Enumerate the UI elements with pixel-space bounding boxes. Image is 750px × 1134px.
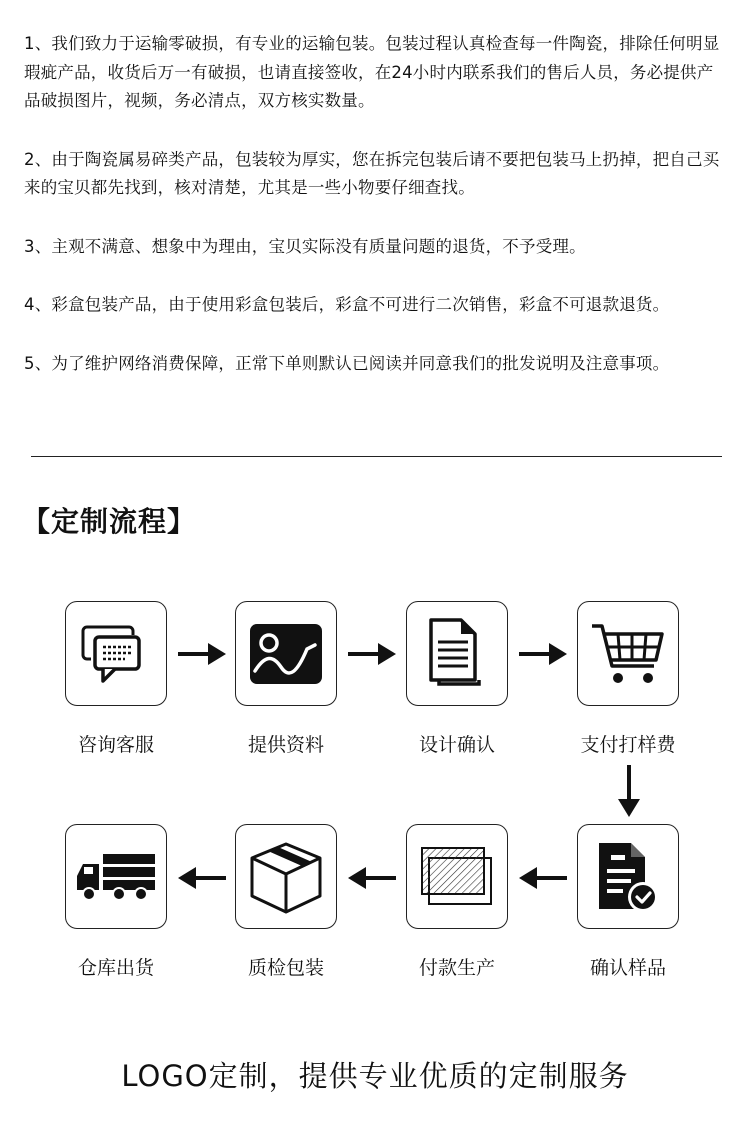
arrow-left-icon: [178, 864, 226, 892]
process-title: 【定制流程】: [22, 505, 197, 538]
step-materials-label: 提供资料: [247, 734, 324, 756]
step-materials-box: [235, 601, 337, 706]
step-shipping-box: [65, 824, 167, 929]
step-production: [402, 824, 512, 980]
step-confirm-sample-box: [577, 824, 679, 929]
step-inspection-label: 质检包装: [247, 957, 324, 979]
step-inspection: [231, 824, 341, 980]
arrow-right-icon: [178, 640, 226, 668]
step-inspection-box: [235, 824, 337, 929]
note-3: 3、主观不满意、想象中为理由，宝贝实际没有质量问题的退货，不予受理。: [24, 236, 586, 256]
step-production-box: [406, 824, 508, 929]
arrow-right-icon: [348, 640, 396, 668]
step-consult-label: 咨询客服: [77, 734, 154, 756]
note-1: 1、我们致力于运输零破损，有专业的运输包装。包装过程认真检查每一件陶瓷，排除任何明显瑕疵产品，收货后万一有破损，也请直接签收，在24小时内联系我们的售后人员，务必提供产品破损图片，视频，务必清点，双方核实数量。: [24, 34, 720, 110]
section-divider: [31, 456, 722, 457]
step-design: [402, 601, 512, 757]
step-sample-fee-label: 支付打样费: [580, 734, 676, 756]
arrow-left-icon: [348, 864, 396, 892]
delivery-truck-icon: [75, 852, 157, 902]
step-sample-fee: [573, 601, 683, 757]
document-icon: [425, 618, 489, 690]
step-shipping-label: 仓库出货: [77, 957, 154, 979]
stacked-cards-icon: [419, 844, 495, 910]
note-2: 2、由于陶瓷属易碎类产品，包装较为厚实，您在拆完包装后请不要把包装马上扔掉，把自己买来的宝贝都先找到，核对清楚，尤其是一些小物要仔细查找。: [24, 149, 720, 197]
arrow-left-icon: [519, 864, 567, 892]
image-icon: [249, 623, 323, 685]
step-production-label: 付款生产: [418, 957, 495, 979]
step-sample-fee-box: [577, 601, 679, 706]
shopping-cart-icon: [590, 620, 666, 688]
step-confirm-sample: [573, 824, 683, 980]
step-consult-box: [65, 601, 167, 706]
package-box-icon: [248, 840, 324, 914]
notes-section: [24, 30, 730, 408]
arrow-right-icon: [519, 640, 567, 668]
arrow-down-icon: [615, 765, 643, 817]
chat-bubbles-icon: [81, 619, 151, 689]
step-materials: [231, 601, 341, 757]
step-design-label: 设计确认: [418, 734, 495, 756]
note-4: 4、彩盒包装产品，由于使用彩盒包装后，彩盒不可进行二次销售，彩盒不可退款退货。: [24, 295, 670, 314]
document-check-icon: [595, 841, 661, 913]
step-consult: [61, 601, 171, 757]
footer-tagline: LOGO定制，提供专业优质的定制服务: [121, 1059, 629, 1093]
step-shipping: [61, 824, 171, 980]
step-design-box: [406, 601, 508, 706]
note-5: 5、为了维护网络消费保障，正常下单则默认已阅读并同意我们的批发说明及注意事项。: [24, 353, 670, 373]
step-confirm-sample-label: 确认样品: [589, 957, 666, 979]
